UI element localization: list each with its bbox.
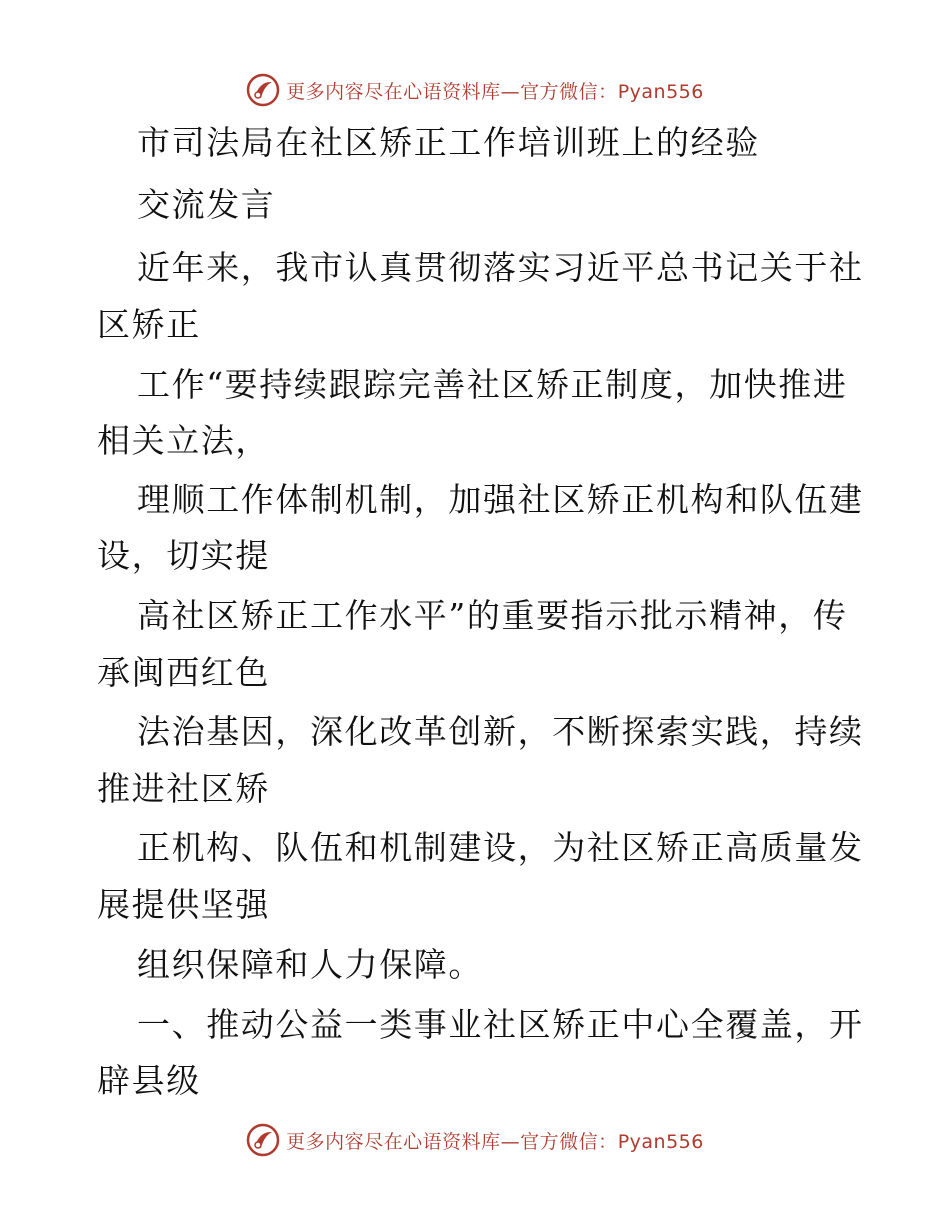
section-heading-line: 一、推动公益一类事业社区矫正中心全覆盖，开: [137, 1005, 864, 1044]
footer-banner-wx-id: Pyan556: [617, 1130, 704, 1153]
brand-logo-icon: [246, 1123, 280, 1157]
header-banner-inner: [246, 73, 704, 107]
paragraph-line: 设，切实提: [97, 536, 270, 575]
footer-banner-text: [286, 1127, 704, 1154]
paragraph-line: 区矫正: [97, 305, 201, 344]
brand-logo-icon: [246, 73, 280, 107]
header-banner-text: [286, 77, 704, 104]
section-heading-line: 辟县级: [97, 1061, 201, 1100]
paragraph-line: 工作“要持续跟踪完善社区矫正制度，加快推进: [137, 365, 848, 404]
footer-banner-cn: 更多内容尽在心语资料库: [286, 1130, 501, 1153]
footer-banner-wx-label: 官方微信：: [520, 1130, 618, 1153]
paragraph-line: 近年来，我市认真贯彻落实习近平总书记关于社: [137, 248, 864, 287]
footer-banner: [0, 1120, 950, 1160]
paragraph-line: 高社区矫正工作水平”的重要指示批示精神，传: [137, 596, 848, 635]
header-banner-wx-label: 官方微信：: [520, 80, 618, 103]
header-banner-cn: 更多内容尽在心语资料库: [286, 80, 501, 103]
paragraph-line: 法治基因，深化改革创新，不断探索实践，持续: [137, 712, 864, 751]
paragraph-line: 正机构、队伍和机制建设，为社区矫正高质量发: [137, 828, 864, 867]
header-banner-dash: —: [500, 80, 521, 103]
header-banner: [0, 70, 950, 110]
title-line-2: 交流发言: [137, 185, 276, 224]
footer-banner-dash: —: [500, 1130, 521, 1153]
header-banner-wx-id: Pyan556: [617, 80, 704, 103]
title-line-1: 市司法局在社区矫正工作培训班上的经验: [137, 123, 760, 162]
paragraph-line: 承闽西红色: [97, 653, 270, 692]
paragraph-line: 展提供坚强: [97, 885, 270, 924]
paragraph-line: 组织保障和人力保障。: [137, 945, 483, 984]
paragraph-line: 理顺工作体制机制，加强社区矫正机构和队伍建: [137, 480, 864, 519]
paragraph-line: 推进社区矫: [97, 769, 270, 808]
footer-banner-inner: [246, 1123, 704, 1157]
paragraph-line: 相关立法，: [97, 421, 270, 460]
